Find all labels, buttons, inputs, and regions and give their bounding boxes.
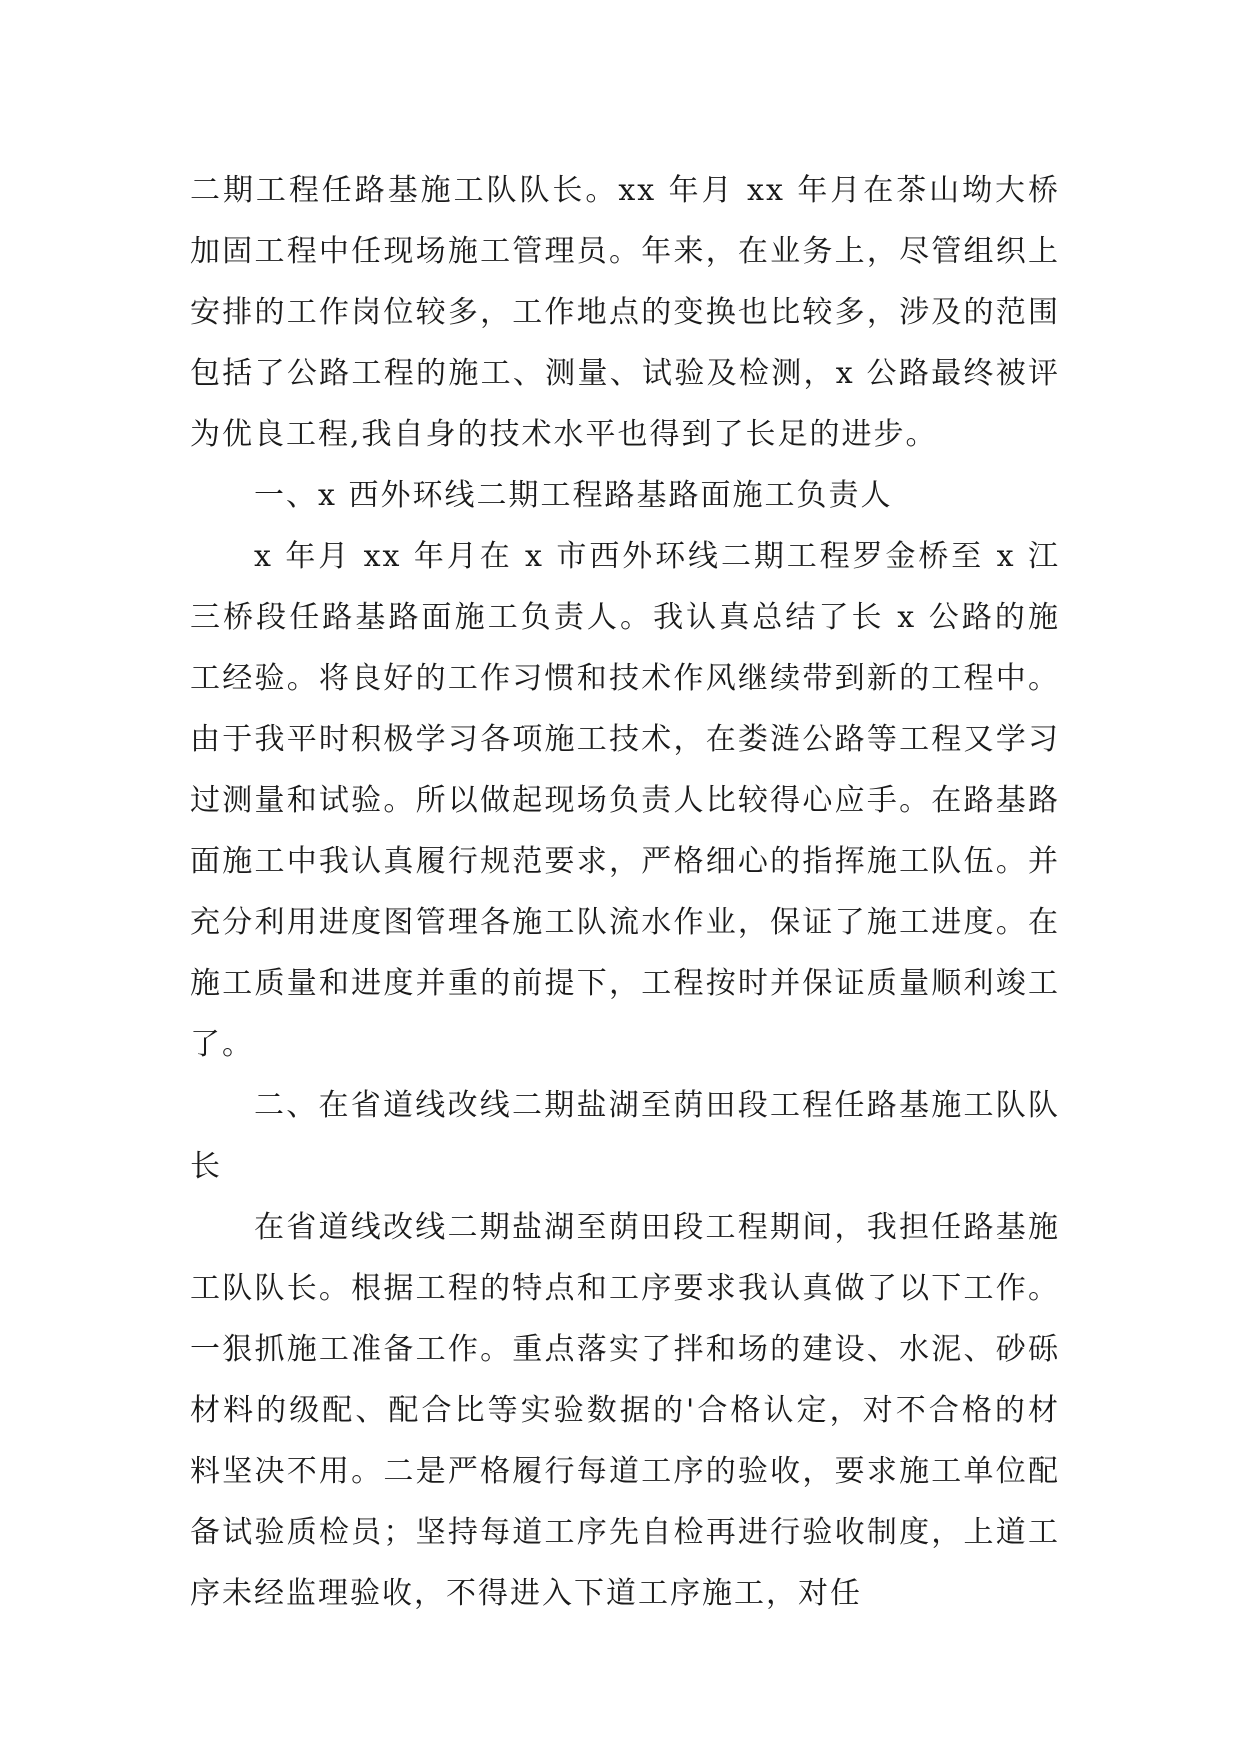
section-heading-1: 一、x 西外环线二期工程路基路面施工负责人: [254, 478, 893, 513]
paragraph-section-1: x 年月 xx 年月在 x 市西外环线二期工程罗金桥至 x 江三桥段任路基路面施工负责人。我认真总结了长 x 公路的施工经验。将良好的工作习惯和技术作风继续带到新的工程中。由于我平时积极学习各项施工技术，在娄涟公路等工程又学习过测量和试验。所以做起现场负责人比较得心应手。在路基路面施工中我认真履行规范要求，严格细心的指挥施工队伍。并充分利用进度图管理各施工队流水作业，保证了施工进度。在施工质量和进度并重的前提下，工程按时并保证质量顺利竣工了。: [190, 539, 1060, 1062]
paragraph-intro: 二期工程任路基施工队队长。xx 年月 xx 年月在茶山坳大桥加固工程中任现场施工管理员。年来，在业务上，尽管组织上安排的工作岗位较多，工作地点的变换也比较多，涉及的范围包括了公路工程的施工、测量、试验及检测，x 公路最终被评为优良工程,我自身的技术水平也得到了长足的进步。: [190, 173, 1060, 452]
section-heading-2: 二、在省道线改线二期盐湖至荫田段工程任路基施工队队长: [190, 1088, 1060, 1184]
paragraph-section-2: 在省道线改线二期盐湖至荫田段工程期间，我担任路基施工队队长。根据工程的特点和工序要求我认真做了以下工作。一狠抓施工准备工作。重点落实了拌和场的建设、水泥、砂砾材料的级配、配合比等实验数据的'合格认定，对不合格的材料坚决不用。二是严格履行每道工序的验收，要求施工单位配备试验质检员；坚持每道工序先自检再进行验收制度，上道工序未经监理验收，不得进入下道工序施工，对任: [190, 1210, 1060, 1611]
document-body: [190, 160, 1060, 1624]
